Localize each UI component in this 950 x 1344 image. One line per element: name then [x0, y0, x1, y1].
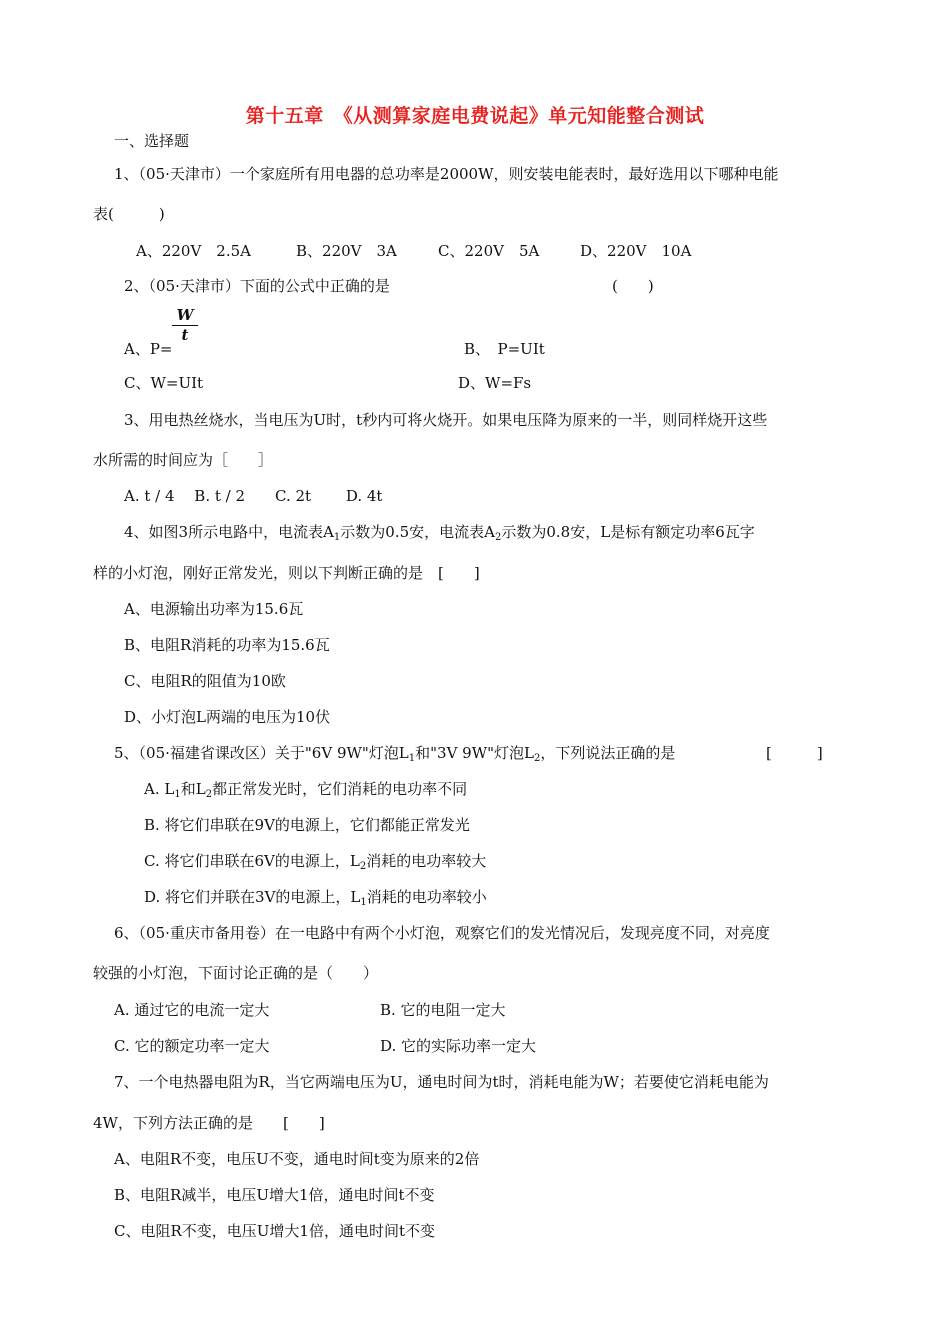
question-5-option-d-part1: D. 将它们并联在3V的电源上，L — [144, 888, 361, 906]
question-5-option-d-part2: 消耗的电功率较小 — [366, 888, 487, 906]
question-5-option-c-part1: C. 将它们串联在6V的电源上，L — [144, 852, 360, 870]
question-7-stem-cont: 4W，下列方法正确的是 [ ] — [93, 1114, 325, 1132]
question-5-option-c — [144, 851, 486, 871]
question-7-stem: 7、一个电热器电阻为R，当它两端电压为U，通电时间为t时，消耗电能为W；若要使它消耗电能为 — [114, 1073, 769, 1091]
question-1-option-c: C、220V 5A — [438, 242, 540, 260]
question-1-option-b: B、220V 3A — [296, 242, 397, 260]
question-4-option-c: C、电阻R的阻值为10欧 — [124, 672, 286, 690]
question-5-stem-part3: ，下列说法正确的是 — [540, 744, 676, 762]
question-4-option-b: B、电阻R消耗的功率为15.6瓦 — [124, 636, 330, 654]
fraction-w-over-t — [172, 306, 198, 344]
question-4-stem-part1: 4、如图3所示电路中，电流表A — [124, 523, 334, 541]
question-6-stem: 6、（05·重庆市备用卷）在一电路中有两个小灯泡，观察它们的发光情况后，发现亮度不同，对亮度 — [114, 924, 770, 942]
question-6-option-a: A. 通过它的电流一定大 — [114, 1001, 270, 1019]
question-5-stem-part1: 5、（05·福建省课改区）关于"6V 9W"灯泡L — [114, 744, 409, 762]
question-5-option-a-part1: A. L — [144, 780, 175, 798]
question-5-option-a-sub2: 2 — [205, 789, 213, 800]
question-4-stem-part3: 示数为0.8安，L是标有额定功率6瓦字 — [501, 523, 755, 541]
page-title: 第十五章 《从测算家庭电费说起》单元知能整合测试 — [245, 105, 705, 127]
question-5-option-a — [144, 779, 467, 799]
question-2-option-a-label: A、P= — [124, 340, 173, 358]
fraction-numerator: W — [176, 306, 194, 324]
question-1-option-d: D、220V 10A — [580, 242, 692, 260]
question-2-option-c: C、W=UIt — [124, 374, 204, 392]
question-2-stem: 2、（05·天津市）下面的公式中正确的是 — [124, 277, 390, 295]
question-1-stem-cont: 表( ) — [93, 205, 165, 223]
fraction-denominator: t — [181, 326, 189, 344]
question-5-answer-bracket: [ ] — [766, 744, 823, 762]
question-5-option-a-sub1: 1 — [174, 789, 181, 800]
question-5-option-a-part3: 都正常发光时，它们消耗的电功率不同 — [212, 780, 468, 798]
question-3-stem-cont: 水所需的时间应为［ ］ — [93, 451, 274, 469]
ammeter-2-subscript: 2 — [495, 532, 502, 543]
question-1-stem: 1、（05·天津市）一个家庭所有用电器的总功率是2000W，则安装电能表时，最好选用以下哪种电能 — [114, 165, 779, 183]
question-5-option-d-sub: 1 — [360, 897, 367, 908]
question-5-option-a-part2: 和L — [180, 780, 206, 798]
lamp-1-subscript: 1 — [408, 753, 416, 764]
question-4-option-d: D、小灯泡L两端的电压为10伏 — [124, 708, 331, 726]
section-heading: 一、选择题 — [114, 132, 190, 150]
question-5-option-b: B. 将它们串联在9V的电源上，它们都能正常发光 — [144, 816, 470, 834]
question-6-option-b: B. 它的电阻一定大 — [380, 1001, 506, 1019]
question-6-stem-cont: 较强的小灯泡，下面讨论正确的是（ ） — [93, 964, 379, 982]
question-7-option-b: B、电阻R减半，电压U增大1倍，通电时间t不变 — [114, 1186, 435, 1204]
question-5-option-c-part2: 消耗的电功率较大 — [366, 852, 487, 870]
question-3-options: A. t / 4 B. t / 2 C. 2t D. 4t — [124, 487, 383, 505]
question-4-stem — [124, 522, 755, 542]
question-6-option-c: C. 它的额定功率一定大 — [114, 1037, 270, 1055]
question-5-option-c-sub: 2 — [359, 861, 367, 872]
ammeter-1-subscript: 1 — [333, 532, 341, 543]
lamp-2-subscript: 2 — [534, 753, 541, 764]
question-1-option-a: A、220V 2.5A — [136, 242, 251, 260]
question-2-option-d: D、W=Fs — [458, 374, 532, 392]
question-6-option-d: D. 它的实际功率一定大 — [380, 1037, 537, 1055]
question-4-stem-cont: 样的小灯泡，刚好正常发光，则以下判断正确的是 [ ] — [93, 564, 480, 582]
question-7-option-a: A、电阻R不变，电压U不变，通电时间t变为原来的2倍 — [114, 1150, 480, 1168]
question-5-stem-part2: 和"3V 9W"灯泡L — [415, 744, 535, 762]
question-2-option-b: B、 P=UIt — [464, 340, 545, 358]
question-4-stem-part2: 示数为0.5安，电流表A — [340, 523, 495, 541]
question-3-stem: 3、用电热丝烧水，当电压为U时，t秒内可将火烧开。如果电压降为原来的一半，则同样烧开这些 — [124, 411, 768, 429]
question-4-option-a: A、电源输出功率为15.6瓦 — [124, 600, 304, 618]
question-5-stem — [114, 743, 675, 763]
question-2-answer-bracket: ( ) — [612, 277, 654, 295]
question-7-option-c: C、电阻R不变，电压U增大1倍，通电时间t不变 — [114, 1222, 435, 1240]
question-5-option-d — [144, 887, 487, 907]
